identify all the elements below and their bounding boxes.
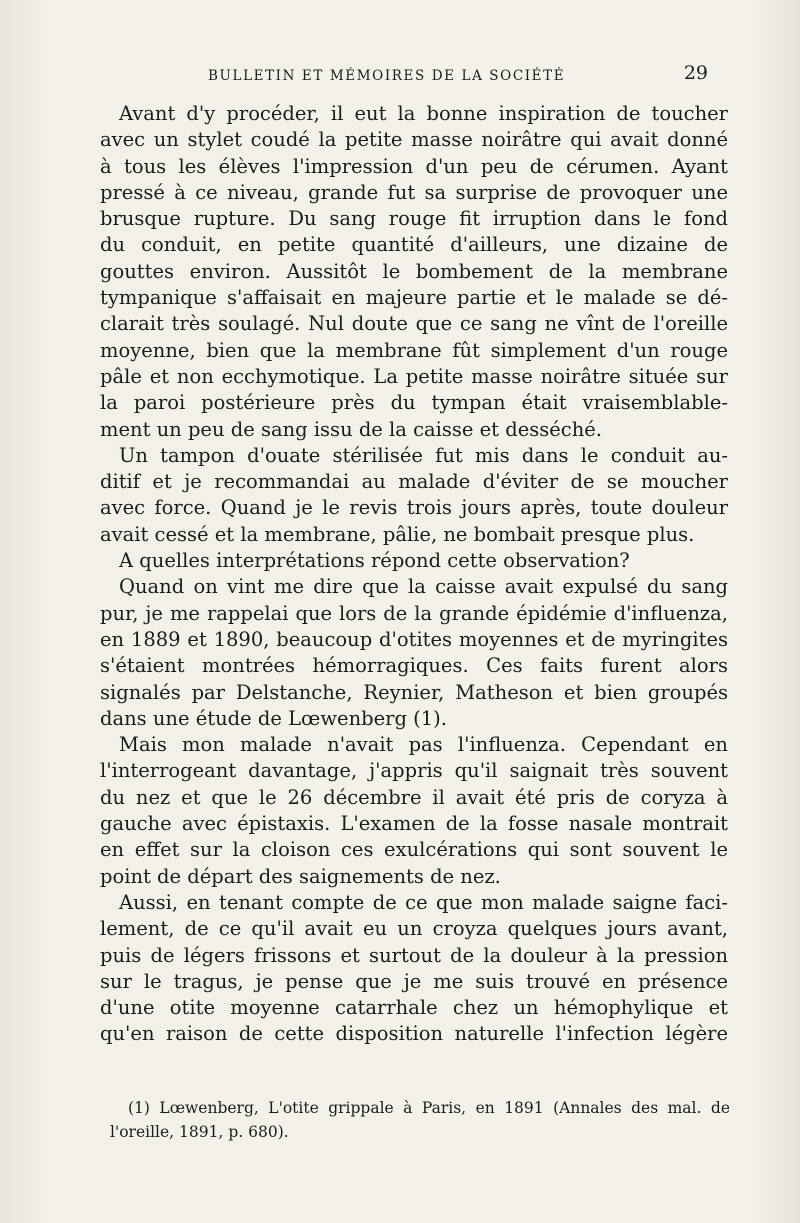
text-line: l'interrogeant davantage, j'appris qu'il saignait très souvent: [100, 759, 728, 783]
footnote-line: l'oreille, 1891, p. 680).: [110, 1123, 289, 1141]
text-line: brusque rupture. Du sang rouge fit irruption dans le fond: [100, 207, 728, 231]
text-line: pâle et non ecchymotique. La petite masse noirâtre située sur: [100, 364, 728, 388]
running-title: BULLETIN ET MÉMOIRES DE LA SOCIÉTÉ: [208, 68, 566, 84]
text-line: avait cessé et la membrane, pâlie, ne bombait presque plus.: [100, 522, 695, 546]
text-line: lement, de ce qu'il avait eu un croyza quelques jours avant,: [100, 917, 728, 941]
text-line: Quand on vint me dire que la caisse avait expulsé du sang: [119, 575, 728, 599]
text-line: ment un peu de sang issu de la caisse et desséché.: [100, 417, 603, 441]
text-line: en 1889 et 1890, beaucoup d'otites moyennes et de myringites: [100, 627, 728, 651]
text-line: point de départ des saignements de nez.: [100, 864, 501, 888]
text-line: Aussi, en tenant compte de ce que mon malade saigne faci-: [119, 890, 728, 914]
text-line: clarait très soulagé. Nul doute que ce sang ne vînt de l'oreille: [100, 312, 728, 336]
page-number: 29: [683, 62, 708, 84]
text-line: la paroi postérieure près du tympan était vraisemblable-: [100, 391, 728, 415]
text-line: qu'en raison de cette disposition naturelle l'infection légère: [100, 1022, 728, 1046]
text-line: s'étaient montrées hémorragiques. Ces faits furent alors: [100, 654, 728, 678]
text-line: à tous les élèves l'impression d'un peu de cérumen. Ayant: [100, 154, 728, 178]
text-line: dans une étude de Lœwenberg (1).: [100, 706, 447, 730]
text-line: gauche avec épistaxis. L'examen de la fosse nasale montrait: [100, 812, 728, 836]
text-line: signalés par Delstanche, Reynier, Matheson et bien groupés: [100, 680, 728, 704]
text-line: pur, je me rappelai que lors de la grande épidémie d'influenza,: [100, 601, 728, 625]
text-line: d'une otite moyenne catarrhale chez un hémophylique et: [100, 996, 728, 1020]
text-line: Mais mon malade n'avait pas l'influenza. Cependant en: [119, 733, 728, 757]
text-line: avec force. Quand je le revis trois jours après, toute douleur: [100, 496, 728, 520]
text-line: Un tampon d'ouate stérilisée fut mis dans le conduit au-: [119, 443, 728, 467]
text-line: pressé à ce niveau, grande fut sa surprise de provoquer une: [100, 180, 728, 204]
text-line: gouttes environ. Aussitôt le bombement de la membrane: [100, 259, 728, 283]
page-header: [108, 62, 708, 86]
text-line: puis de légers frissons et surtout de la douleur à la pression: [100, 943, 728, 967]
text-line: Avant d'y procéder, il eut la bonne inspiration de toucher: [119, 102, 728, 125]
body-text: [100, 101, 728, 1048]
text-line: sur le tragus, je pense que je me suis trouvé en présence: [100, 969, 728, 993]
text-line: A quelles interprétations répond cette observation?: [119, 549, 630, 573]
footnote-line: (1) Lœwenberg, L'otite grippale à Paris, en 1891 (Annales des mal. de: [128, 1099, 730, 1117]
footnotes: [110, 1096, 730, 1144]
text-line: avec un stylet coudé la petite masse noirâtre qui avait donné: [100, 128, 728, 152]
text-line: du nez et que le 26 décembre il avait été pris de coryza à: [100, 785, 728, 809]
text-line: tympanique s'affaisait en majeure partie et le malade se dé-: [100, 286, 728, 310]
text-line: en effet sur la cloison ces exulcérations qui sont souvent le: [100, 838, 728, 862]
text-line: moyenne, bien que la membrane fût simplement d'un rouge: [100, 338, 728, 362]
text-line: du conduit, en petite quantité d'ailleurs, une dizaine de: [100, 233, 728, 257]
text-line: ditif et je recommandai au malade d'éviter de se moucher: [100, 470, 728, 494]
